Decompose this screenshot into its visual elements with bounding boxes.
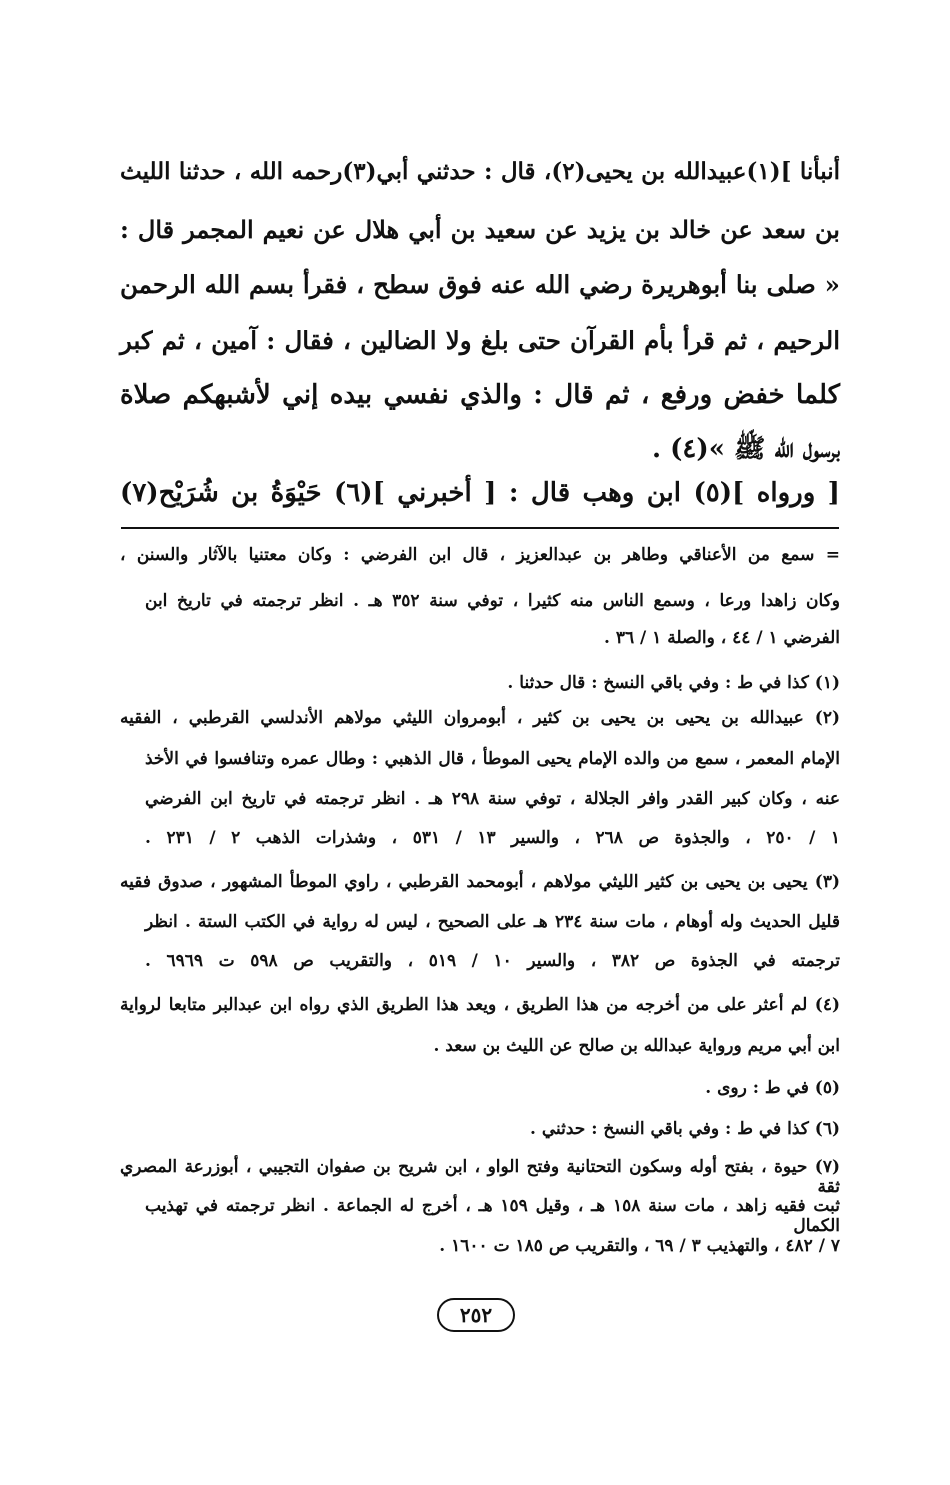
footnote-line: (٢) عبيدالله بن يحيى بن يحيى بن كثير ، أبومروان الليثي مولاهم الأندلسي القرطبي ، الفقيه xyxy=(120,708,840,728)
footnote-line: (٧) حيوة ، بفتح أوله وسكون التحتانية وفتح الواو ، ابن شريح بن صفوان التجيبي ، أبوزرعة المصري ثقة xyxy=(120,1157,840,1197)
footnote-line: ابن أبي مريم ورواية عبدالله بن صالح عن الليث بن سعد . xyxy=(433,1036,840,1056)
main-line: بن سعد عن خالد بن يزيد عن سعيد بن أبي هلال عن نعيم المجمر قال : xyxy=(120,215,840,244)
footnote-line: ٧ / ٤٨٢ ، والتهذيب ٣ / ٦٩ ، والتقريب ص ١٨٥ ت ١٦٠٠ . xyxy=(439,1236,840,1256)
footnote-line: عنه ، وكان كبير القدر وافر الجلالة ، توفي سنة ٢٩٨ هـ . انظر ترجمته في تاريخ ابن الفرضي xyxy=(145,789,841,809)
footnote-line: ثبت فقيه زاهد ، مات سنة ١٥٨ هـ ، وقيل ١٥٩ هـ ، أخرج له الجماعة . انظر ترجمته في تهذيب الكمال xyxy=(145,1196,840,1236)
footnote-line: (٣) يحيى بن يحيى بن كثير الليثي مولاهم ، أبومحمد القرطبي ، راوي الموطأ المشهور ، صدوق فقيه xyxy=(120,872,840,892)
footnote-separator xyxy=(121,527,839,529)
footnote-line: وكان زاهدا ورعا ، وسمع الناس منه كثيرا ، توفي سنة ٣٥٢ هـ . انظر ترجمته في تاريخ ابن xyxy=(145,591,840,611)
footnote-line: (٦) كذا في ط : وفي باقي النسخ : حدثني . xyxy=(530,1119,840,1139)
footnote-line: ١ / ٢٥٠ ، والجذوة ص ٢٦٨ ، والسير ١٣ / ٥٣١ ، وشذرات الذهب ٢ / ٢٣١ . xyxy=(145,828,841,848)
footnote-line: قليل الحديث وله أوهام ، مات سنة ٢٣٤ هـ على الصحيح ، ليس له رواية في الكتب الستة . انظر xyxy=(145,912,840,932)
main-line: برسول الله ﷺ »(٤) . xyxy=(652,434,840,464)
page-number: ٢٥٢ xyxy=(437,1298,515,1332)
footnote-line: الفرضي ١ / ٤٤ ، والصلة ١ / ٣٦ . xyxy=(604,628,840,648)
footnote-line: ترجمته في الجذوة ص ٣٨٢ ، والسير ١٠ / ٥١٩ ، والتقريب ص ٥٩٨ ت ٦٩٦٩ . xyxy=(145,951,841,971)
main-line: « صلى بنا أبوهريرة رضي الله عنه فوق سطح ، فقرأ بسم الله الرحمن xyxy=(120,270,840,299)
main-line: كلما خفض ورفع ، ثم قال : والذي نفسي بيده إني لأشبهكم صلاة xyxy=(120,380,840,410)
footnote-line: = سمع من الأعناقي وطاهر بن عبدالعزيز ، قال ابن الفرضي : وكان معتنيا بالآثار والسنن ، xyxy=(120,545,840,565)
footnote-line: (٥) في ط : روى . xyxy=(705,1078,840,1098)
footnote-line: الإمام المعمر ، سمع من والده الإمام يحيى الموطأ ، قال الذهبي : وطال عمره وتنافسوا في الأخذ xyxy=(145,749,840,769)
footnote-line: (١) كذا في ط : وفي باقي النسخ : قال حدثنا . xyxy=(507,673,840,693)
footnote-line: (٤) لم أعثر على من أخرجه من هذا الطريق ، ويعد هذا الطريق الذي رواه ابن عبدالبر متابعا لرواية xyxy=(120,995,840,1015)
main-line-underlined: [ ورواه ](٥) ابن وهب قال : [ أخبرني ](٦) حَيْوَةُ بن شُرَيْح(٧) xyxy=(120,478,840,508)
main-line: أنبأنا ](١)عبيدالله بن يحيى(٢)، قال : حدثني أبي(٣)رحمه الله ، حدثنا الليث xyxy=(120,158,841,185)
main-line: الرحيم ، ثم قرأ بأم القرآن حتى بلغ ولا الضالين ، فقال : آمين ، ثم كبر xyxy=(120,326,840,355)
